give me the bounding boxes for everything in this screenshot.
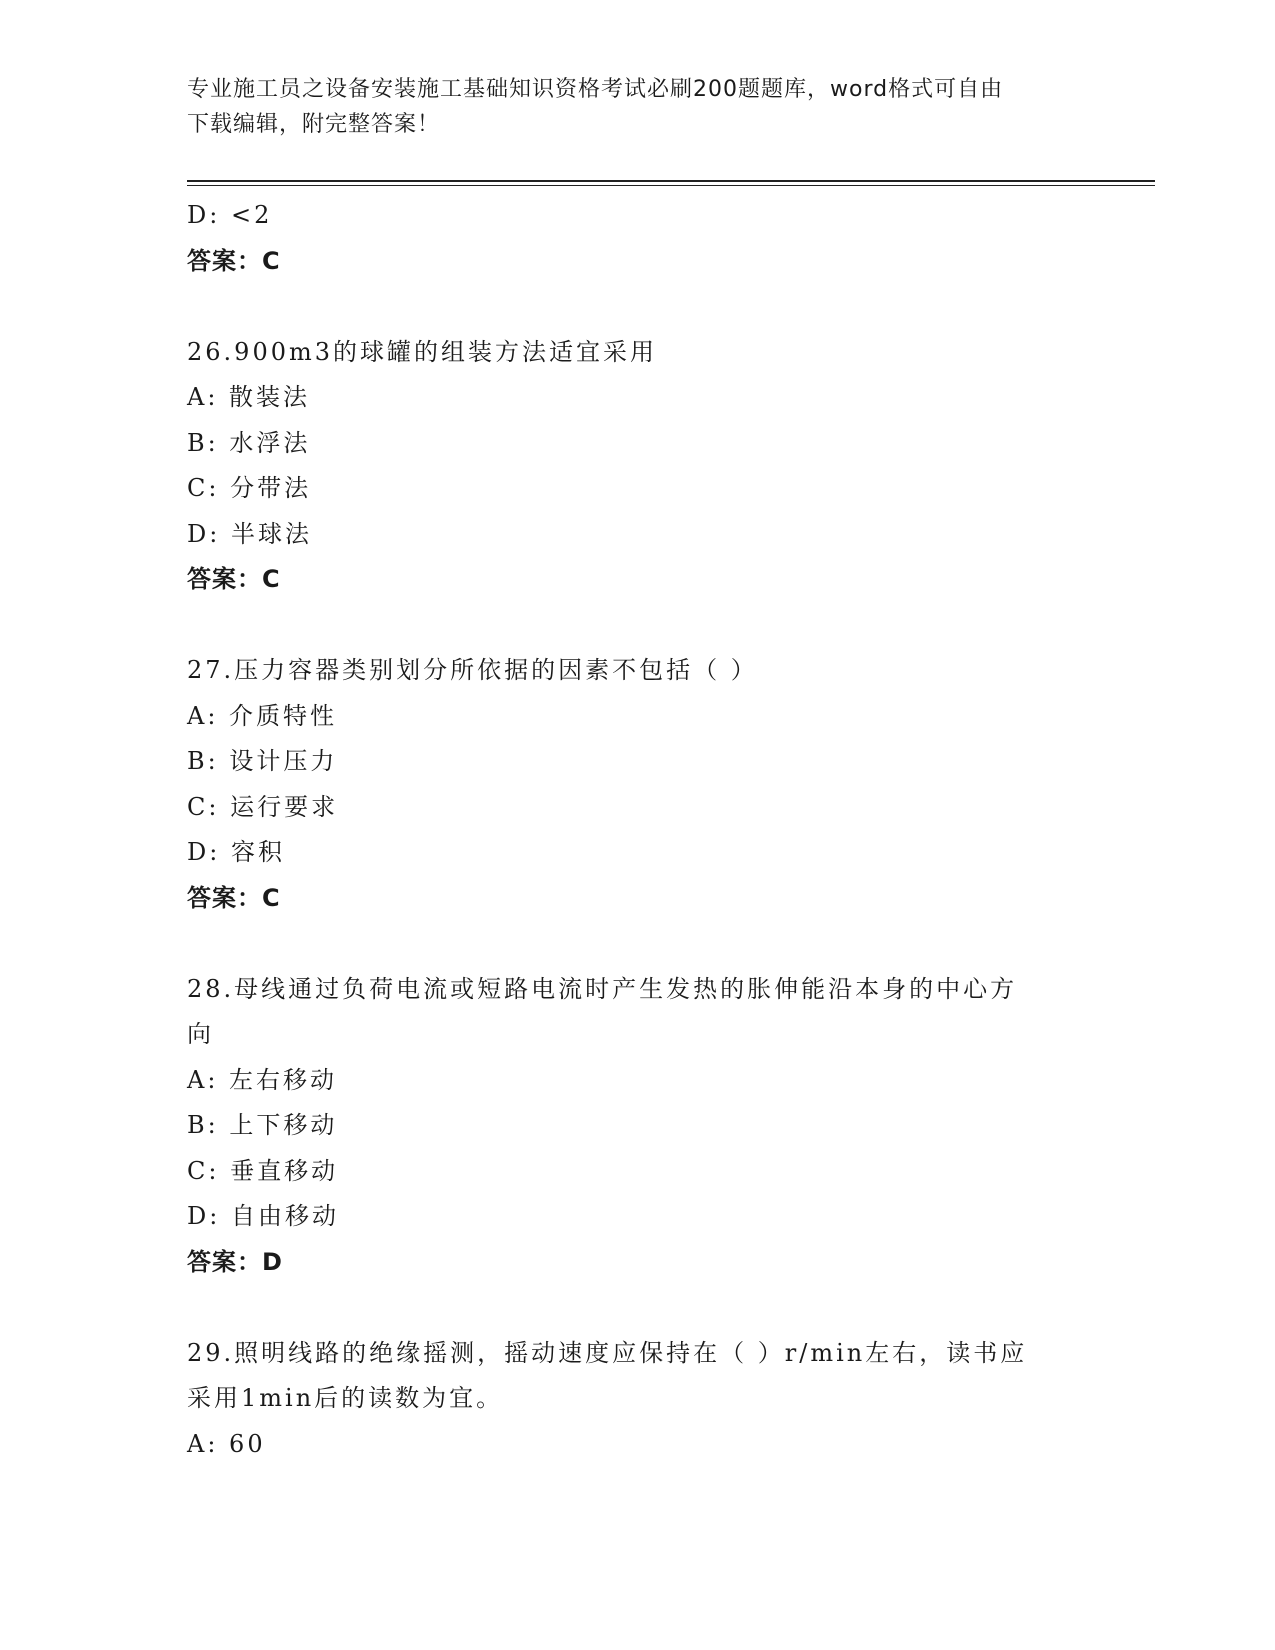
question-list bbox=[187, 193, 1087, 1467]
question-29 bbox=[187, 1331, 1087, 1468]
option-d: D: 容积 bbox=[187, 838, 285, 866]
option-c: C: 运行要求 bbox=[187, 792, 339, 821]
option-c: C: 垂直移动 bbox=[187, 1156, 339, 1185]
option-d: D: 半球法 bbox=[187, 519, 312, 548]
answer-line: 答案：D bbox=[187, 1247, 283, 1276]
question-stem: 27.压力容器类别划分所依据的因素不包括（ ） bbox=[187, 656, 758, 684]
question-28 bbox=[187, 967, 1087, 1286]
spacer bbox=[187, 603, 1087, 649]
question-26 bbox=[187, 330, 1087, 603]
question-stem: 26.900m3的球罐的组装方法适宜采用 bbox=[187, 337, 658, 366]
question-27 bbox=[187, 648, 1087, 921]
answer-line: 答案：C bbox=[187, 883, 281, 912]
answer-line: 答案：C bbox=[187, 246, 281, 275]
document-header bbox=[187, 72, 1067, 142]
option-a: A: 介质特性 bbox=[187, 701, 338, 730]
answer-line: 答案：C bbox=[187, 565, 281, 593]
option-d: D: <2 bbox=[187, 201, 273, 229]
spacer bbox=[187, 1285, 1087, 1331]
spacer bbox=[187, 284, 1087, 330]
option-a: A: 散装法 bbox=[187, 383, 311, 411]
option-d: D: 自由移动 bbox=[187, 1202, 339, 1230]
header-line-2: 下载编辑，附完整答案！ bbox=[187, 112, 441, 137]
option-a: A: 60 bbox=[187, 1429, 266, 1458]
question-stem-continued: 采用1min后的读数为宜。 bbox=[187, 1384, 504, 1412]
option-b: B: 设计压力 bbox=[187, 747, 338, 775]
header-divider bbox=[187, 180, 1155, 182]
header-divider-thin bbox=[187, 185, 1155, 186]
question-stem-continued: 向 bbox=[187, 1020, 214, 1048]
option-a: A: 左右移动 bbox=[187, 1065, 338, 1094]
option-c: C: 分带法 bbox=[187, 474, 312, 502]
option-b: B: 水浮法 bbox=[187, 428, 311, 457]
option-b: B: 上下移动 bbox=[187, 1111, 338, 1139]
spacer bbox=[187, 921, 1087, 967]
question-stem: 29.照明线路的绝缘摇测，摇动速度应保持在（ ）r/min左右，读书应 bbox=[187, 1338, 1028, 1367]
header-line-1: 专业施工员之设备安装施工基础知识资格考试必刷200题题库，word格式可自由 bbox=[187, 77, 1004, 102]
question-stem: 28.母线通过负荷电流或短路电流时产生发热的胀伸能沿本身的中心方 bbox=[187, 974, 1018, 1003]
